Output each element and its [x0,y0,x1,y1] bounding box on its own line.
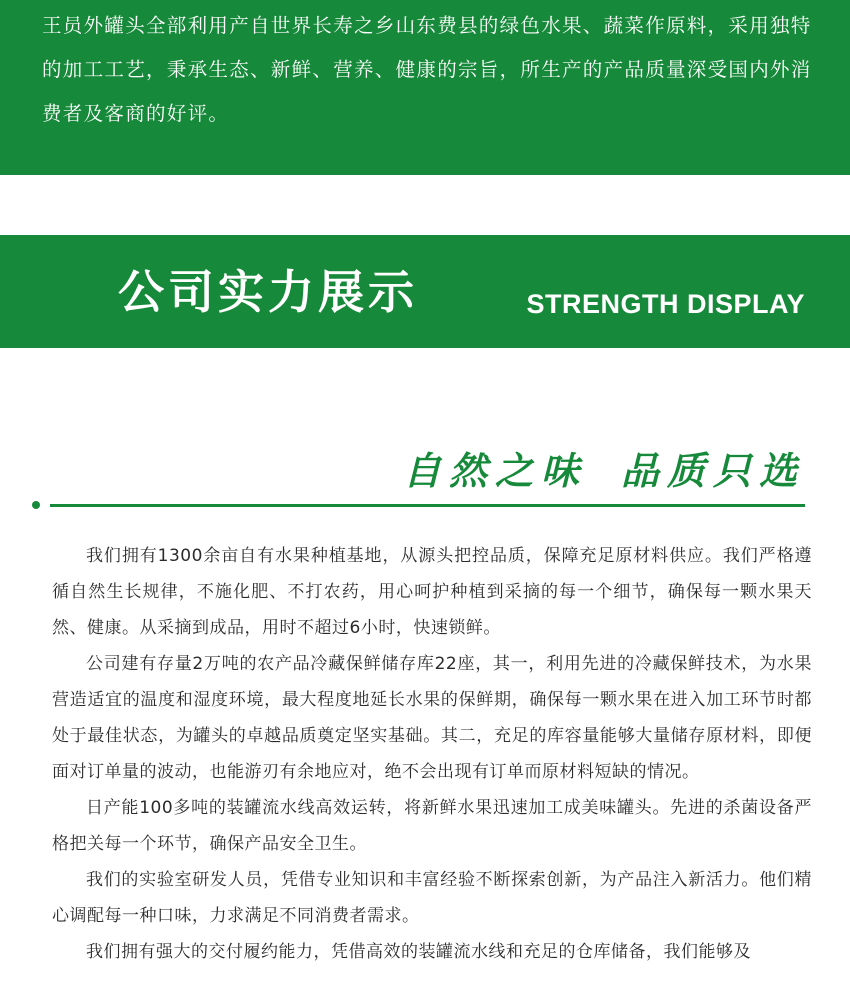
section-heading-part1: 自然之味 [402,448,587,493]
divider-line [50,504,805,507]
paragraph: 我们的实验室研发人员，凭借专业知识和丰富经验不断探索创新，为产品注入新活力。他们精心调配每一种口味，力求满足不同消费者需求。 [52,870,812,926]
banner-title-cn: 公司实力展示 [118,265,418,319]
section-heading [403,445,805,497]
divider-dot [32,501,40,509]
section-heading-part2: 品质只选 [620,448,805,493]
paragraph: 日产能100多吨的装罐流水线高效运转，将新鲜水果迅速加工成美味罐头。先进的杀菌设备严格把关每一个环节，确保产品安全卫生。 [52,798,812,854]
paragraph: 我们拥有1300余亩自有水果种植基地，从源头把控品质，保障充足原材料供应。我们严格遵循自然生长规律，不施化肥、不打农药，用心呵护种植到采摘的每一个细节，确保每一颗水果天然、健康。从采摘到成品，用时不超过6小时，快速锁鲜。 [52,546,812,638]
paragraph: 公司建有存量2万吨的农产品冷藏保鲜储存库22座，其一，利用先进的冷藏保鲜技术，为水果营造适宜的温度和湿度环境，最大程度地延长水果的保鲜期，确保每一颗水果在进入加工环节时都处于最佳状态，为罐头的卓越品质奠定坚实基础。其二，充足的库容量能够大量储存原材料，即便面对订单量的波动，也能游刃有余地应对，绝不会出现有订单而原材料短缺的情况。 [52,654,812,782]
section-banner [0,235,850,348]
paragraph: 我们拥有强大的交付履约能力，凭借高效的装罐流水线和充足的仓库储备，我们能够及 [86,942,751,962]
body-text [52,538,812,970]
intro-band [0,0,850,175]
intro-text: 王员外罐头全部利用产自世界长寿之乡山东费县的绿色水果、蔬菜作原料，采用独特的加工工艺，秉承生态、新鲜、营养、健康的宗旨，所生产的产品质量深受国内外消费者及客商的好评。 [42,14,812,125]
banner-title-en: STRENGTH DISPLAY [526,289,805,319]
